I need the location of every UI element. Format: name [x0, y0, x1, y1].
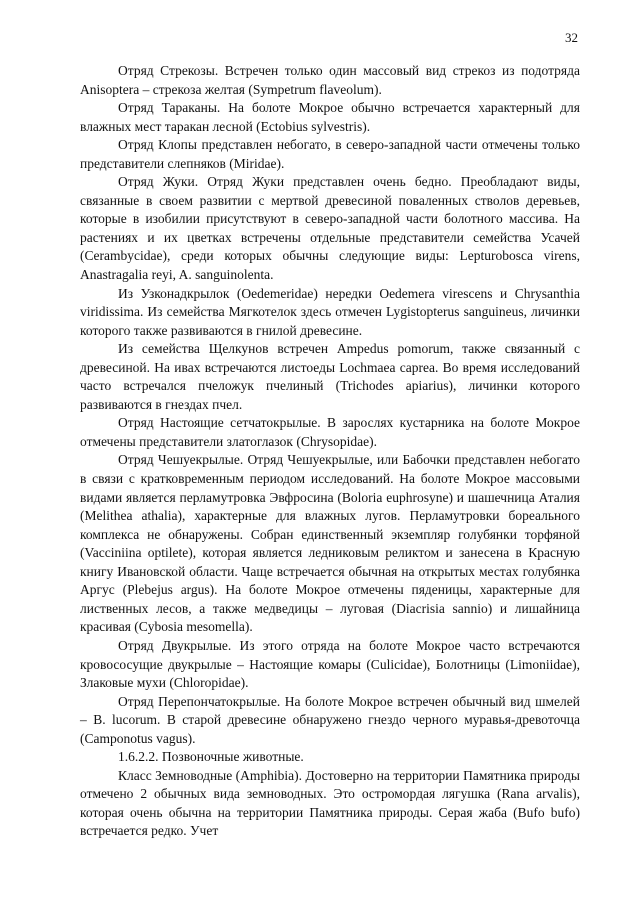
paragraph-click-beetles: Из семейства Щелкунов встречен Ampedus pomorum, также связанный с древесиной. На ивах встречаются листоеды Lochmaea caprea. Во время исследований часто встречался пчеложук пчелиный (Trichodes apiarius), личинки которого развиваются в гнездах пчел. — [80, 341, 580, 412]
paragraph-oedemeridae: Из Узконадкрылок (Oedemeridae) нередки Oedemera virescens и Chrysanthia viridissima. Из семейства Мягкотелок здесь отмечен Lygistopterus sanguineus, личинки которого также развиваются в гнилой древесине. — [80, 285, 580, 338]
paragraph-dragonflies: Отряд Стрекозы. Встречен только один массовый вид стрекоз из подотряда Anisoptera – стрекоза желтая (Sympetrum flaveolum). — [80, 63, 580, 97]
paragraph-butterflies: Отряд Чешуекрылые. Отряд Чешуекрылые, или Бабочки представлен небогато в связи с кратковременным периодом исследований. На болоте Мокрое массовыми видами является перламутровка Эвфросина (Boloria euphrosyne) и шашечница Аталия (Melithea athalia), характерные для влажных лугов. Перламутровки бореального комплекса не обнаружены. Собран единственный экземпляр голубянки торфяной (Vacciniina optilete), которая является ледниковым реликтом и занесена в Красную книгу Ивановской области. Чаще встречается обычная на открытых местах голубянка Аргус (Plebejus argus). На болоте Мокрое отмечены пяденицы, характерные для лиственных лесов, а также медведицы – луговая (Diacrisia sannio) и лишайница красивая (Cybosia mesomella). — [80, 452, 580, 635]
paragraph-amphibians: Класс Земноводные (Amphibia). Достоверно на территории Памятника природы отмечено 2 обычных вида земноводных. Это остромордая лягушка (Rana arvalis), которая очень обычна на территории Памятника природы. Серая жаба (Bufo bufo) встречается редко. Учет — [80, 767, 580, 839]
section-heading-vertebrates: 1.6.2.2. Позвоночные животные. — [118, 749, 304, 765]
paragraph-cockroaches: Отряд Тараканы. На болоте Мокрое обычно встречается характерный для влажных мест таракан лесной (Ectobius sylvestris). — [80, 100, 580, 134]
paragraph-hymenoptera: Отряд Перепончатокрылые. На болоте Мокрое встречен обычный вид шмелей – B. lucorum. В старой древесине обнаружено гнездо черного муравья-древоточца (Camponotus vagus). — [80, 693, 580, 746]
paragraph-lacewings: Отряд Настоящие сетчатокрылые. В зарослях кустарника на болоте Мокрое отмечены представители златоглазок (Chrysopidae). — [80, 415, 580, 449]
paragraph-diptera: Отряд Двукрылые. Из этого отряда на болоте Мокрое часто встречаются кровососущие двукрылые – Настоящие комары (Culicidae), Болотницы (Limoniidae), Злаковые мухи (Chloropidae). — [80, 637, 580, 691]
page-body — [80, 62, 580, 841]
paragraph-bugs: Отряд Клопы представлен небогато, в северо-западной части отмечены только представители слепняков (Miridae). — [80, 137, 580, 171]
page-number: 32 — [565, 30, 578, 45]
paragraph-beetles: Отряд Жуки. Отряд Жуки представлен очень бедно. Преобладают виды, связанные в своем развитии с мертвой древесиной поваленных стволов деревьев, которые в изобилии присутствуют в северо-западной части болотного массива. На растениях и их цветках встречены отдельные представители семейства Усачей (Cerambycidae), среди которых обычны следующие виды: Lepturobosca virens, Anastragalia reyi, A. sanguinolenta. — [80, 174, 580, 283]
